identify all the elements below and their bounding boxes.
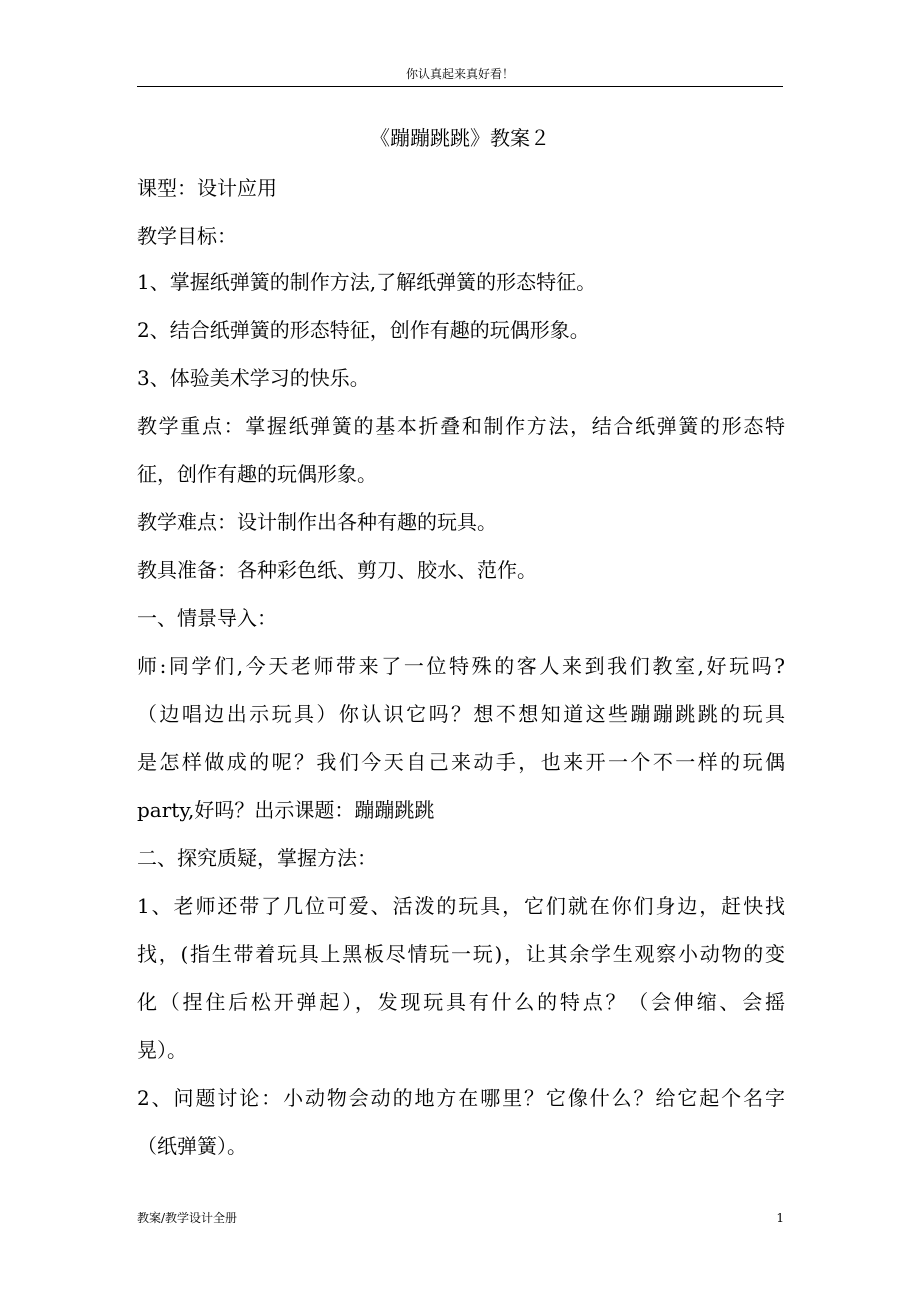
objective-2: 2、结合纸弹簧的形态特征，创作有趣的玩偶形象。	[137, 318, 590, 342]
document-title: 《蹦蹦跳跳》教案２	[370, 126, 550, 150]
key-points-line-1: 教学重点：掌握纸弹簧的基本折叠和制作方法，结合纸弹簧的形态特	[137, 414, 785, 438]
step-2-line-2: （纸弹簧）。	[137, 1134, 247, 1158]
key-points-line-2: 征，创作有趣的玩偶形象。	[137, 462, 377, 486]
section-1-heading: 一、情景导入：	[137, 606, 277, 630]
step-1-line-1: 1、老师还带了几位可爱、活泼的玩具，它们就在你们身边，赶快找	[137, 894, 785, 918]
section-2-heading: 二、探究质疑，掌握方法：	[137, 846, 377, 870]
objective-1: 1、掌握纸弹簧的制作方法,了解纸弹簧的形态特征。	[137, 270, 597, 294]
lesson-type: 课型：设计应用	[137, 176, 277, 200]
materials: 教具准备：各种彩色纸、剪刀、胶水、范作。	[137, 558, 537, 582]
step-1-line-4: 晃）。	[137, 1038, 187, 1062]
step-2-line-1: 2、问题讨论：小动物会动的地方在哪里？它像什么？给它起个名字	[137, 1086, 785, 1110]
objective-3: 3、体验美术学习的快乐。	[137, 366, 370, 390]
intro-line-2: （边唱边出示玩具）你认识它吗？想不想知道这些蹦蹦跳跳的玩具	[137, 702, 785, 726]
footer-text: 教案/教学设计全册	[137, 1211, 238, 1225]
step-1-line-3: 化（捏住后松开弹起），发现玩具有什么的特点？（会伸缩、会摇	[137, 990, 785, 1014]
difficulties: 教学难点：设计制作出各种有趣的玩具。	[137, 510, 497, 534]
page-number: 1	[776, 1211, 784, 1225]
objectives-heading: 教学目标：	[137, 224, 237, 248]
intro-line-3: 是怎样做成的呢？我们今天自己来动手，也来开一个不一样的玩偶	[137, 750, 785, 774]
running-header: 你认真起来真好看！	[405, 67, 514, 81]
intro-line-4: party,好吗？出示课题：蹦蹦跳跳	[137, 798, 435, 822]
header-rule	[137, 86, 783, 87]
intro-line-1: 师:同学们,今天老师带来了一位特殊的客人来到我们教室,好玩吗?	[137, 654, 785, 678]
step-1-line-2: 找，(指生带着玩具上黑板尽情玩一玩)，让其余学生观察小动物的变	[137, 942, 785, 966]
